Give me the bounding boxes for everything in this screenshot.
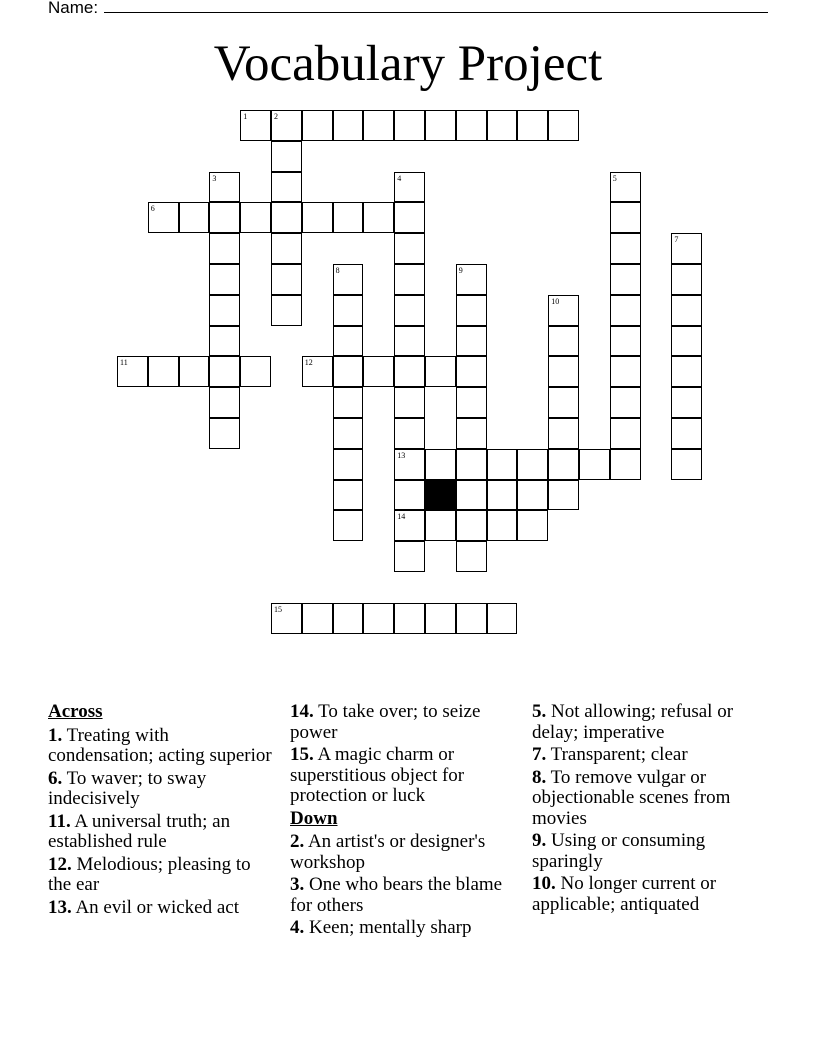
clue-number: 11 xyxy=(120,358,128,368)
clue-number: 6 xyxy=(150,204,155,214)
crossword-cell[interactable] xyxy=(394,326,425,357)
clue-text: An artist's or designer's workshop xyxy=(290,831,486,873)
crossword-cell[interactable] xyxy=(671,326,702,357)
crossword-cell[interactable] xyxy=(456,356,487,387)
clue-number: 14 xyxy=(397,512,406,522)
crossword-cell[interactable] xyxy=(271,141,302,172)
clue-number-label: 11. xyxy=(48,810,71,832)
crossword-cell[interactable] xyxy=(394,110,425,141)
crossword-cell[interactable] xyxy=(209,202,240,233)
clue-item xyxy=(532,702,767,743)
clue-number: 5 xyxy=(612,173,617,183)
crossword-cell[interactable] xyxy=(394,356,425,387)
crossword-cell[interactable] xyxy=(671,233,702,264)
crossword-cell[interactable] xyxy=(671,356,702,387)
crossword-cell[interactable] xyxy=(610,387,641,418)
clues-column-1 xyxy=(48,702,278,920)
crossword-cell[interactable] xyxy=(333,510,364,541)
clue-item xyxy=(48,726,278,767)
crossword-cell[interactable] xyxy=(302,110,333,141)
crossword-cell[interactable] xyxy=(610,449,641,480)
clue-text: One who bears the blame for others xyxy=(290,874,503,916)
clue-item xyxy=(48,769,278,810)
crossword-cell[interactable] xyxy=(425,110,456,141)
clue-number-label: 1. xyxy=(48,724,63,746)
crossword-cell[interactable] xyxy=(517,110,548,141)
crossword-cell[interactable] xyxy=(363,603,394,634)
crossword-cell[interactable] xyxy=(548,110,579,141)
crossword-cell[interactable] xyxy=(548,480,579,511)
clue-item xyxy=(532,768,767,830)
clue-number: 8 xyxy=(335,266,340,275)
crossword-cell[interactable] xyxy=(240,202,271,233)
crossword-cell[interactable] xyxy=(610,418,641,449)
clue-number-label: 5. xyxy=(532,701,547,722)
crossword-cell[interactable] xyxy=(425,449,456,480)
clue-number-label: 4. xyxy=(290,917,305,938)
clue-item xyxy=(532,745,767,766)
clue-text: To waver; to sway indecisively xyxy=(48,767,207,809)
crossword-cell[interactable] xyxy=(271,603,302,634)
crossword-cell[interactable] xyxy=(148,202,179,233)
crossword-cell[interactable] xyxy=(425,510,456,541)
crossword-cell[interactable] xyxy=(148,356,179,387)
crossword-cell[interactable] xyxy=(671,295,702,326)
crossword-cell[interactable] xyxy=(456,480,487,511)
crossword-cell[interactable] xyxy=(487,510,518,541)
crossword-cell[interactable] xyxy=(333,418,364,449)
clue-item xyxy=(532,874,767,915)
clue-number: 12 xyxy=(304,358,313,368)
crossword-cell[interactable] xyxy=(333,449,364,480)
crossword-cell[interactable] xyxy=(363,110,394,141)
crossword-cell[interactable] xyxy=(394,264,425,295)
crossword-cell[interactable] xyxy=(302,603,333,634)
crossword-cell[interactable] xyxy=(456,541,487,572)
clue-number-label: 13. xyxy=(48,896,72,918)
clue-number-label: 6. xyxy=(48,767,63,789)
crossword-cell[interactable] xyxy=(425,603,456,634)
crossword-cell[interactable] xyxy=(302,356,333,387)
crossword-cell[interactable] xyxy=(394,541,425,572)
crossword-cell[interactable] xyxy=(394,603,425,634)
clue-number: 9 xyxy=(458,266,463,275)
crossword-black-cell xyxy=(425,480,456,511)
clues-column-2 xyxy=(290,702,515,941)
crossword-cell[interactable] xyxy=(240,110,271,141)
across-heading: Across xyxy=(48,701,103,722)
clue-number: 3 xyxy=(212,173,217,183)
crossword-cell[interactable] xyxy=(179,356,210,387)
clue-item xyxy=(48,812,278,853)
crossword-cell[interactable] xyxy=(456,449,487,480)
crossword-cell[interactable] xyxy=(425,356,456,387)
clue-text: A magic charm or superstitious object for protection or luck xyxy=(290,744,465,806)
crossword-cell[interactable] xyxy=(394,172,425,203)
down-clue-list xyxy=(290,832,515,939)
clue-number: 10 xyxy=(551,296,560,306)
crossword-cell[interactable] xyxy=(456,264,487,295)
crossword-cell[interactable] xyxy=(394,233,425,264)
clue-number: 15 xyxy=(274,604,282,614)
crossword-cell[interactable] xyxy=(333,295,364,326)
across-clue-list xyxy=(48,726,278,919)
clue-text: Treating with condensation; acting superior xyxy=(48,724,272,766)
clue-text: To take over; to seize power xyxy=(290,701,481,743)
crossword-cell[interactable] xyxy=(579,449,610,480)
crossword-cell[interactable] xyxy=(671,449,702,480)
clue-item xyxy=(290,702,515,743)
crossword-cell[interactable] xyxy=(394,510,425,541)
clue-item xyxy=(48,898,278,919)
clue-text: Keen; mentally sharp xyxy=(304,917,472,938)
crossword-cell[interactable] xyxy=(363,202,394,233)
crossword-cell[interactable] xyxy=(209,264,240,295)
crossword-cell[interactable] xyxy=(117,356,148,387)
crossword-cell[interactable] xyxy=(456,603,487,634)
crossword-cell[interactable] xyxy=(610,295,641,326)
crossword-cell[interactable] xyxy=(271,202,302,233)
page-title: Vocabulary Project xyxy=(213,36,603,92)
crossword-cell[interactable] xyxy=(209,326,240,357)
crossword-cell[interactable] xyxy=(333,603,364,634)
crossword-cell[interactable] xyxy=(610,202,641,233)
crossword-cell[interactable] xyxy=(548,387,579,418)
crossword-cell[interactable] xyxy=(517,480,548,511)
clue-item xyxy=(290,918,515,939)
clue-number: 7 xyxy=(674,235,679,245)
crossword-cell[interactable] xyxy=(487,480,518,511)
clue-number-label: 12. xyxy=(48,853,72,875)
clue-item xyxy=(48,855,278,896)
clue-number: 13 xyxy=(397,450,406,460)
crossword-cell[interactable] xyxy=(487,603,518,634)
crossword-cell[interactable] xyxy=(209,233,240,264)
clue-number: 2 xyxy=(274,112,278,121)
crossword-cell[interactable] xyxy=(456,418,487,449)
clue-number-label: 3. xyxy=(290,874,305,895)
crossword-cell[interactable] xyxy=(456,510,487,541)
clue-number: 1 xyxy=(243,112,248,121)
clue-text: To remove vulgar or objectionable scenes from movies xyxy=(532,766,731,829)
crossword-cell[interactable] xyxy=(271,233,302,264)
clue-number-label: 9. xyxy=(532,830,547,851)
clue-text: An evil or wicked act xyxy=(71,896,240,918)
across-clue-list-continued xyxy=(290,702,515,807)
clue-number-label: 8. xyxy=(532,766,547,788)
crossword-cell[interactable] xyxy=(671,418,702,449)
clue-number-label: 14. xyxy=(290,701,314,722)
crossword-cell[interactable] xyxy=(394,449,425,480)
crossword-cell[interactable] xyxy=(333,264,364,295)
clue-number-label: 2. xyxy=(290,831,305,852)
crossword-cell[interactable] xyxy=(394,480,425,511)
clue-number-label: 10. xyxy=(532,873,556,894)
clue-item xyxy=(532,831,767,872)
crossword-cell[interactable] xyxy=(548,418,579,449)
crossword-cell[interactable] xyxy=(394,295,425,326)
crossword-cell[interactable] xyxy=(209,387,240,418)
crossword-cell[interactable] xyxy=(548,449,579,480)
crossword-cell[interactable] xyxy=(394,202,425,233)
crossword-cell[interactable] xyxy=(209,295,240,326)
crossword-cell[interactable] xyxy=(333,110,364,141)
crossword-cell[interactable] xyxy=(487,449,518,480)
crossword-cell[interactable] xyxy=(671,264,702,295)
clue-number-label: 15. xyxy=(290,744,314,765)
crossword-cell[interactable] xyxy=(517,449,548,480)
crossword-cell[interactable] xyxy=(487,110,518,141)
crossword-cell[interactable] xyxy=(363,356,394,387)
clue-number-label: 7. xyxy=(532,744,547,765)
crossword-cell[interactable] xyxy=(271,264,302,295)
crossword-cell[interactable] xyxy=(517,510,548,541)
down-heading: Down xyxy=(290,807,338,829)
crossword-cell[interactable] xyxy=(271,172,302,203)
clues-column-3 xyxy=(532,702,767,917)
clue-text: Not allowing; refusal or delay; imperative xyxy=(532,701,734,743)
clue-item xyxy=(290,832,515,873)
clue-text: Transparent; clear xyxy=(546,744,688,765)
crossword-cell[interactable] xyxy=(179,202,210,233)
crossword-cell[interactable] xyxy=(456,387,487,418)
crossword-cell[interactable] xyxy=(456,295,487,326)
crossword-cell[interactable] xyxy=(610,264,641,295)
crossword-cell[interactable] xyxy=(333,202,364,233)
crossword-cell[interactable] xyxy=(610,326,641,357)
clue-text: Melodious; pleasing to the ear xyxy=(48,853,251,895)
crossword-cell[interactable] xyxy=(394,387,425,418)
crossword-cell[interactable] xyxy=(610,233,641,264)
crossword-cell[interactable] xyxy=(240,356,271,387)
crossword-cell[interactable] xyxy=(271,295,302,326)
crossword-cell[interactable] xyxy=(333,480,364,511)
crossword-cell[interactable] xyxy=(548,356,579,387)
crossword-cell[interactable] xyxy=(548,295,579,326)
crossword-cell[interactable] xyxy=(209,172,240,203)
clue-text: A universal truth; an established rule xyxy=(48,810,231,852)
crossword-cell[interactable] xyxy=(610,172,641,203)
crossword-cell[interactable] xyxy=(610,356,641,387)
crossword-cell[interactable] xyxy=(333,356,364,387)
crossword-cell[interactable] xyxy=(394,418,425,449)
name-label: Name: xyxy=(48,0,99,17)
crossword-cell[interactable] xyxy=(456,326,487,357)
crossword-cell[interactable] xyxy=(456,110,487,141)
crossword-cell[interactable] xyxy=(548,326,579,357)
clue-item xyxy=(290,745,515,807)
crossword-cell[interactable] xyxy=(333,387,364,418)
crossword-cell[interactable] xyxy=(671,387,702,418)
clue-item xyxy=(290,875,515,916)
clue-text: No longer current or applicable; antiquated xyxy=(532,873,717,915)
crossword-cell[interactable] xyxy=(302,202,333,233)
crossword-cell[interactable] xyxy=(271,110,302,141)
crossword-cell[interactable] xyxy=(209,418,240,449)
clue-text: Using or consuming sparingly xyxy=(532,830,706,872)
crossword-cell[interactable] xyxy=(209,356,240,387)
clue-number: 4 xyxy=(397,173,402,183)
down-clue-list-continued xyxy=(532,702,767,915)
crossword-cell[interactable] xyxy=(333,326,364,357)
